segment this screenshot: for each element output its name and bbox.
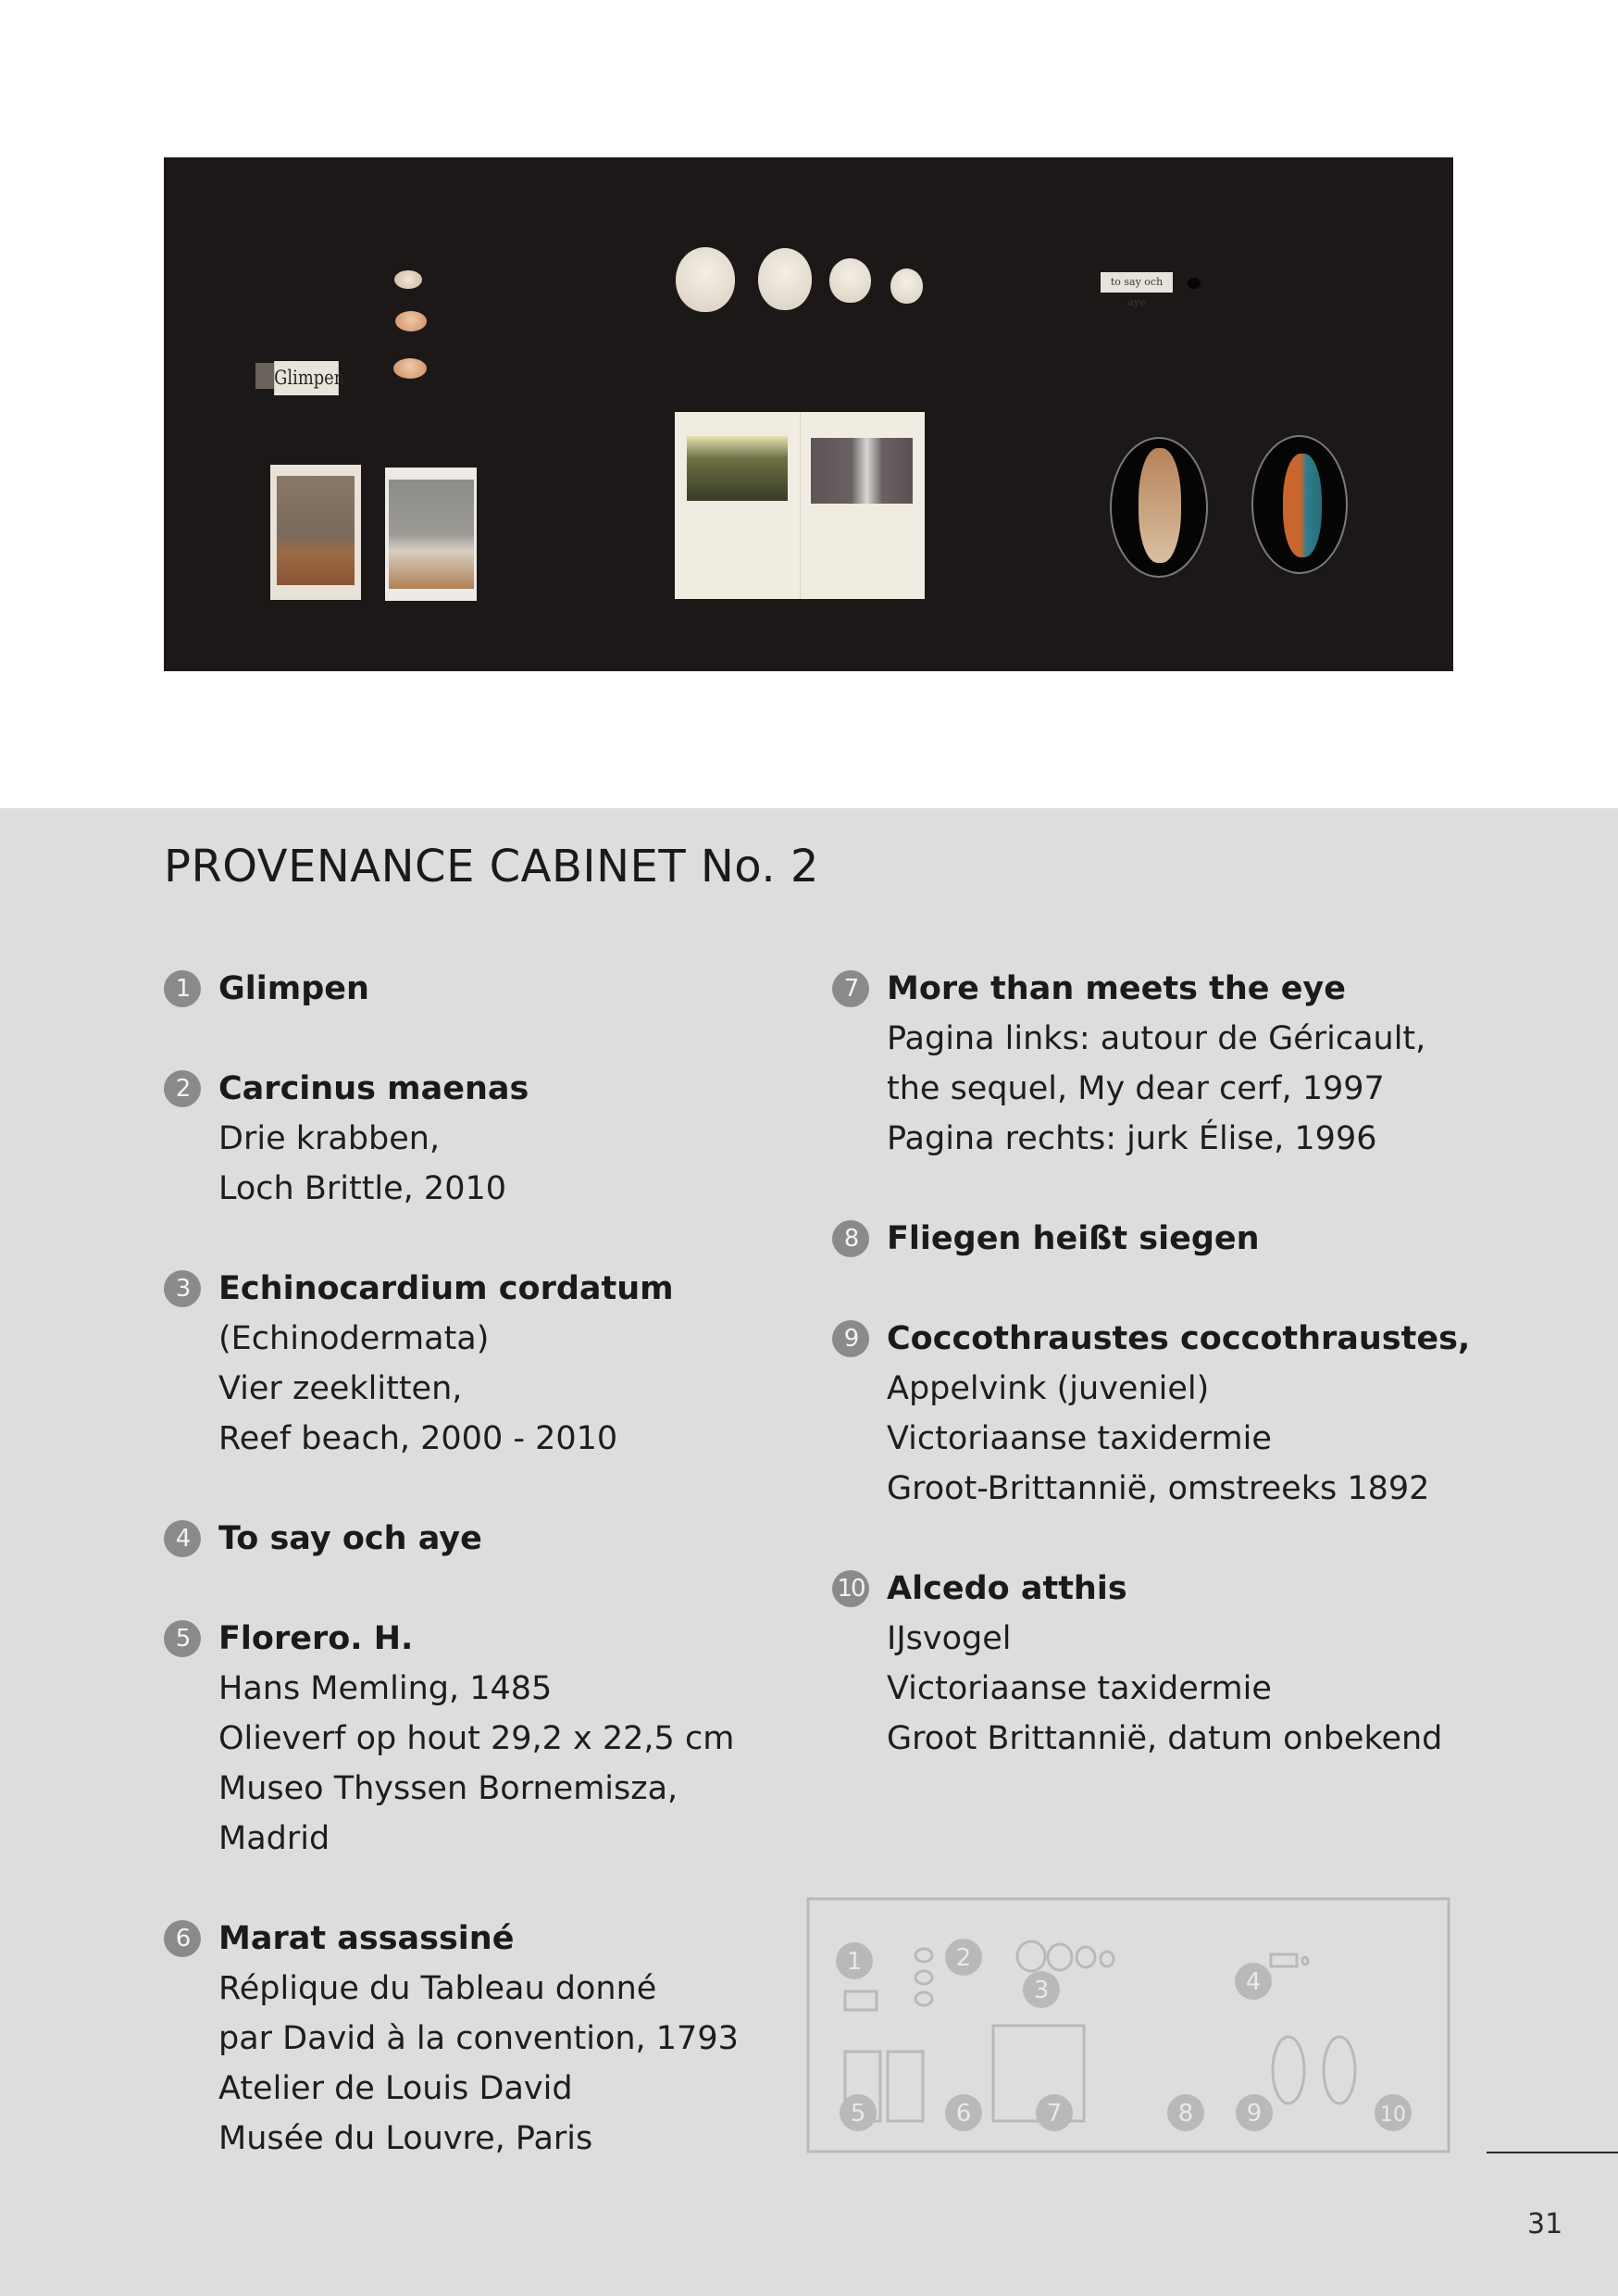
entry-detail: par David à la convention, 1793 — [218, 2020, 739, 2057]
diagram-shell — [1048, 1944, 1072, 1970]
open-book — [675, 412, 925, 599]
entry-title: Alcedo atthis — [887, 1570, 1127, 1607]
entry-detail: (Echinodermata) — [218, 1320, 490, 1357]
diagram-frame — [808, 1899, 1449, 2152]
diagram-marker — [836, 1942, 873, 1979]
entry-detail: Musée du Louvre, Paris — [218, 2120, 593, 2157]
entry-title: To say och aye — [218, 1520, 482, 1557]
svg-text:9: 9 — [1246, 2100, 1263, 2128]
svg-text:5: 5 — [850, 2100, 866, 2128]
page-number: 31 — [1527, 2208, 1563, 2240]
entry-detail: Madrid — [218, 1820, 330, 1857]
catalogue-entry — [164, 1064, 812, 1214]
entry-detail: Museo Thyssen Bornemisza, — [218, 1770, 678, 1807]
catalogue-entry — [832, 964, 1480, 1164]
diagram-postcard-6 — [888, 2052, 923, 2121]
diagram-marker — [840, 2094, 877, 2131]
diagram-marker — [945, 1939, 982, 1976]
diagram-crab — [915, 1949, 932, 1962]
entry-title: Fliegen heißt siegen — [887, 1220, 1260, 1257]
diagram-fly — [1302, 1957, 1308, 1965]
fly-specimen — [1188, 278, 1201, 289]
cabinet-photo — [164, 157, 1453, 671]
glimpen-label: Glimpen — [274, 361, 339, 395]
svg-text:4: 4 — [1245, 1968, 1262, 1996]
crab-specimen — [394, 270, 422, 289]
entry-detail: the sequel, My dear cerf, 1997 — [887, 1070, 1385, 1107]
diagram-shell — [1017, 1941, 1045, 1971]
diagram-marker — [1036, 2094, 1073, 2131]
footer-rule — [1487, 2152, 1618, 2153]
entry-detail: IJsvogel — [887, 1620, 1012, 1657]
entry-detail: Drie krabben, — [218, 1120, 441, 1157]
cabinet-layout-diagram — [806, 1897, 1450, 2153]
entry-detail: Appelvink (juveniel) — [887, 1370, 1210, 1407]
entry-detail: Pagina rechts: jurk Élise, 1996 — [887, 1120, 1377, 1157]
entry-detail: Olieverf op hout 29,2 x 22,5 cm — [218, 1720, 735, 1757]
number-badge: 4 — [164, 1520, 201, 1557]
sea-urchin-shell — [758, 248, 812, 310]
svg-text:10: 10 — [1380, 2103, 1406, 2127]
postcard-florero — [270, 465, 361, 600]
diagram-oval-9 — [1273, 2037, 1304, 2103]
diagram-shell — [1077, 1947, 1095, 1967]
glimpen-label-tab — [255, 363, 274, 389]
sea-urchin-shell — [829, 258, 871, 303]
entry-detail: Groot Brittannië, datum onbekend — [887, 1720, 1443, 1757]
svg-text:7: 7 — [1046, 2100, 1063, 2128]
catalogue-entry — [164, 1914, 812, 2164]
right-column — [832, 964, 1480, 1814]
diagram-to-say-label — [1271, 1954, 1297, 1966]
diagram-shell — [1101, 1952, 1114, 1966]
entry-title: More than meets the eye — [887, 970, 1346, 1007]
hawfinch-specimen — [1110, 437, 1208, 578]
number-badge: 10 — [832, 1570, 869, 1607]
entry-title: Florero. H. — [218, 1620, 414, 1657]
number-badge: 8 — [832, 1220, 869, 1257]
diagram-marker — [1235, 1963, 1272, 2000]
entry-detail: Victoriaanse taxidermie — [887, 1670, 1272, 1707]
diagram-marker — [1375, 2094, 1412, 2131]
catalogue-entry — [164, 1514, 812, 1564]
svg-text:3: 3 — [1033, 1977, 1050, 2004]
diagram-marker — [945, 2094, 982, 2131]
entry-title: Glimpen — [218, 970, 369, 1007]
sea-urchin-shell — [676, 247, 735, 312]
number-badge: 3 — [164, 1270, 201, 1307]
catalogue-entry — [832, 1314, 1480, 1514]
number-badge: 7 — [832, 970, 869, 1007]
number-badge: 6 — [164, 1920, 201, 1957]
catalogue-entry — [832, 1214, 1480, 1264]
catalogue-entry — [164, 1614, 812, 1864]
number-badge: 1 — [164, 970, 201, 1007]
sea-urchin-shell — [890, 268, 923, 304]
svg-text:8: 8 — [1177, 2100, 1194, 2128]
entry-detail: Hans Memling, 1485 — [218, 1670, 553, 1707]
catalogue-entry — [832, 1564, 1480, 1764]
book-image-dress — [811, 438, 913, 504]
svg-text:1: 1 — [846, 1948, 863, 1976]
book-image-deer — [687, 436, 788, 501]
left-column — [164, 964, 812, 2214]
diagram-crab — [915, 1971, 932, 1984]
diagram-oval-10 — [1324, 2037, 1355, 2103]
page-title: PROVENANCE CABINET No. 2 — [164, 841, 819, 892]
entry-detail: Pagina links: autour de Géricault, — [887, 1020, 1426, 1057]
entry-title: Echinocardium cordatum — [218, 1270, 674, 1307]
kingfisher-specimen — [1251, 435, 1348, 574]
entry-title: Coccothraustes coccothraustes, — [887, 1320, 1471, 1357]
entry-detail: Réplique du Tableau donné — [218, 1970, 657, 2007]
catalogue-entry — [164, 1264, 812, 1464]
to-say-label: to say och aye — [1101, 272, 1173, 293]
diagram-marker — [1167, 2094, 1204, 2131]
entry-detail: Reef beach, 2000 - 2010 — [218, 1420, 618, 1457]
entry-detail: Atelier de Louis David — [218, 2070, 573, 2107]
number-badge: 2 — [164, 1070, 201, 1107]
entry-detail: Victoriaanse taxidermie — [887, 1420, 1272, 1457]
diagram-glimpen-label — [845, 1991, 877, 2010]
svg-text:6: 6 — [955, 2100, 972, 2128]
number-badge: 5 — [164, 1620, 201, 1657]
crab-specimen — [393, 358, 427, 379]
catalogue-entry — [164, 964, 812, 1014]
entry-detail: Groot-Brittannië, omstreeks 1892 — [887, 1470, 1430, 1507]
entry-detail: Loch Brittle, 2010 — [218, 1170, 507, 1207]
svg-text:2: 2 — [955, 1944, 972, 1972]
diagram-marker — [1236, 2094, 1273, 2131]
crab-specimen — [395, 311, 427, 331]
number-badge: 9 — [832, 1320, 869, 1357]
postcard-marat — [385, 468, 477, 601]
entry-title: Marat assassiné — [218, 1920, 515, 1957]
diagram-marker — [1023, 1971, 1060, 2008]
entry-title: Carcinus maenas — [218, 1070, 529, 1107]
diagram-crab — [915, 1992, 932, 2005]
entry-detail: Vier zeeklitten, — [218, 1370, 463, 1407]
